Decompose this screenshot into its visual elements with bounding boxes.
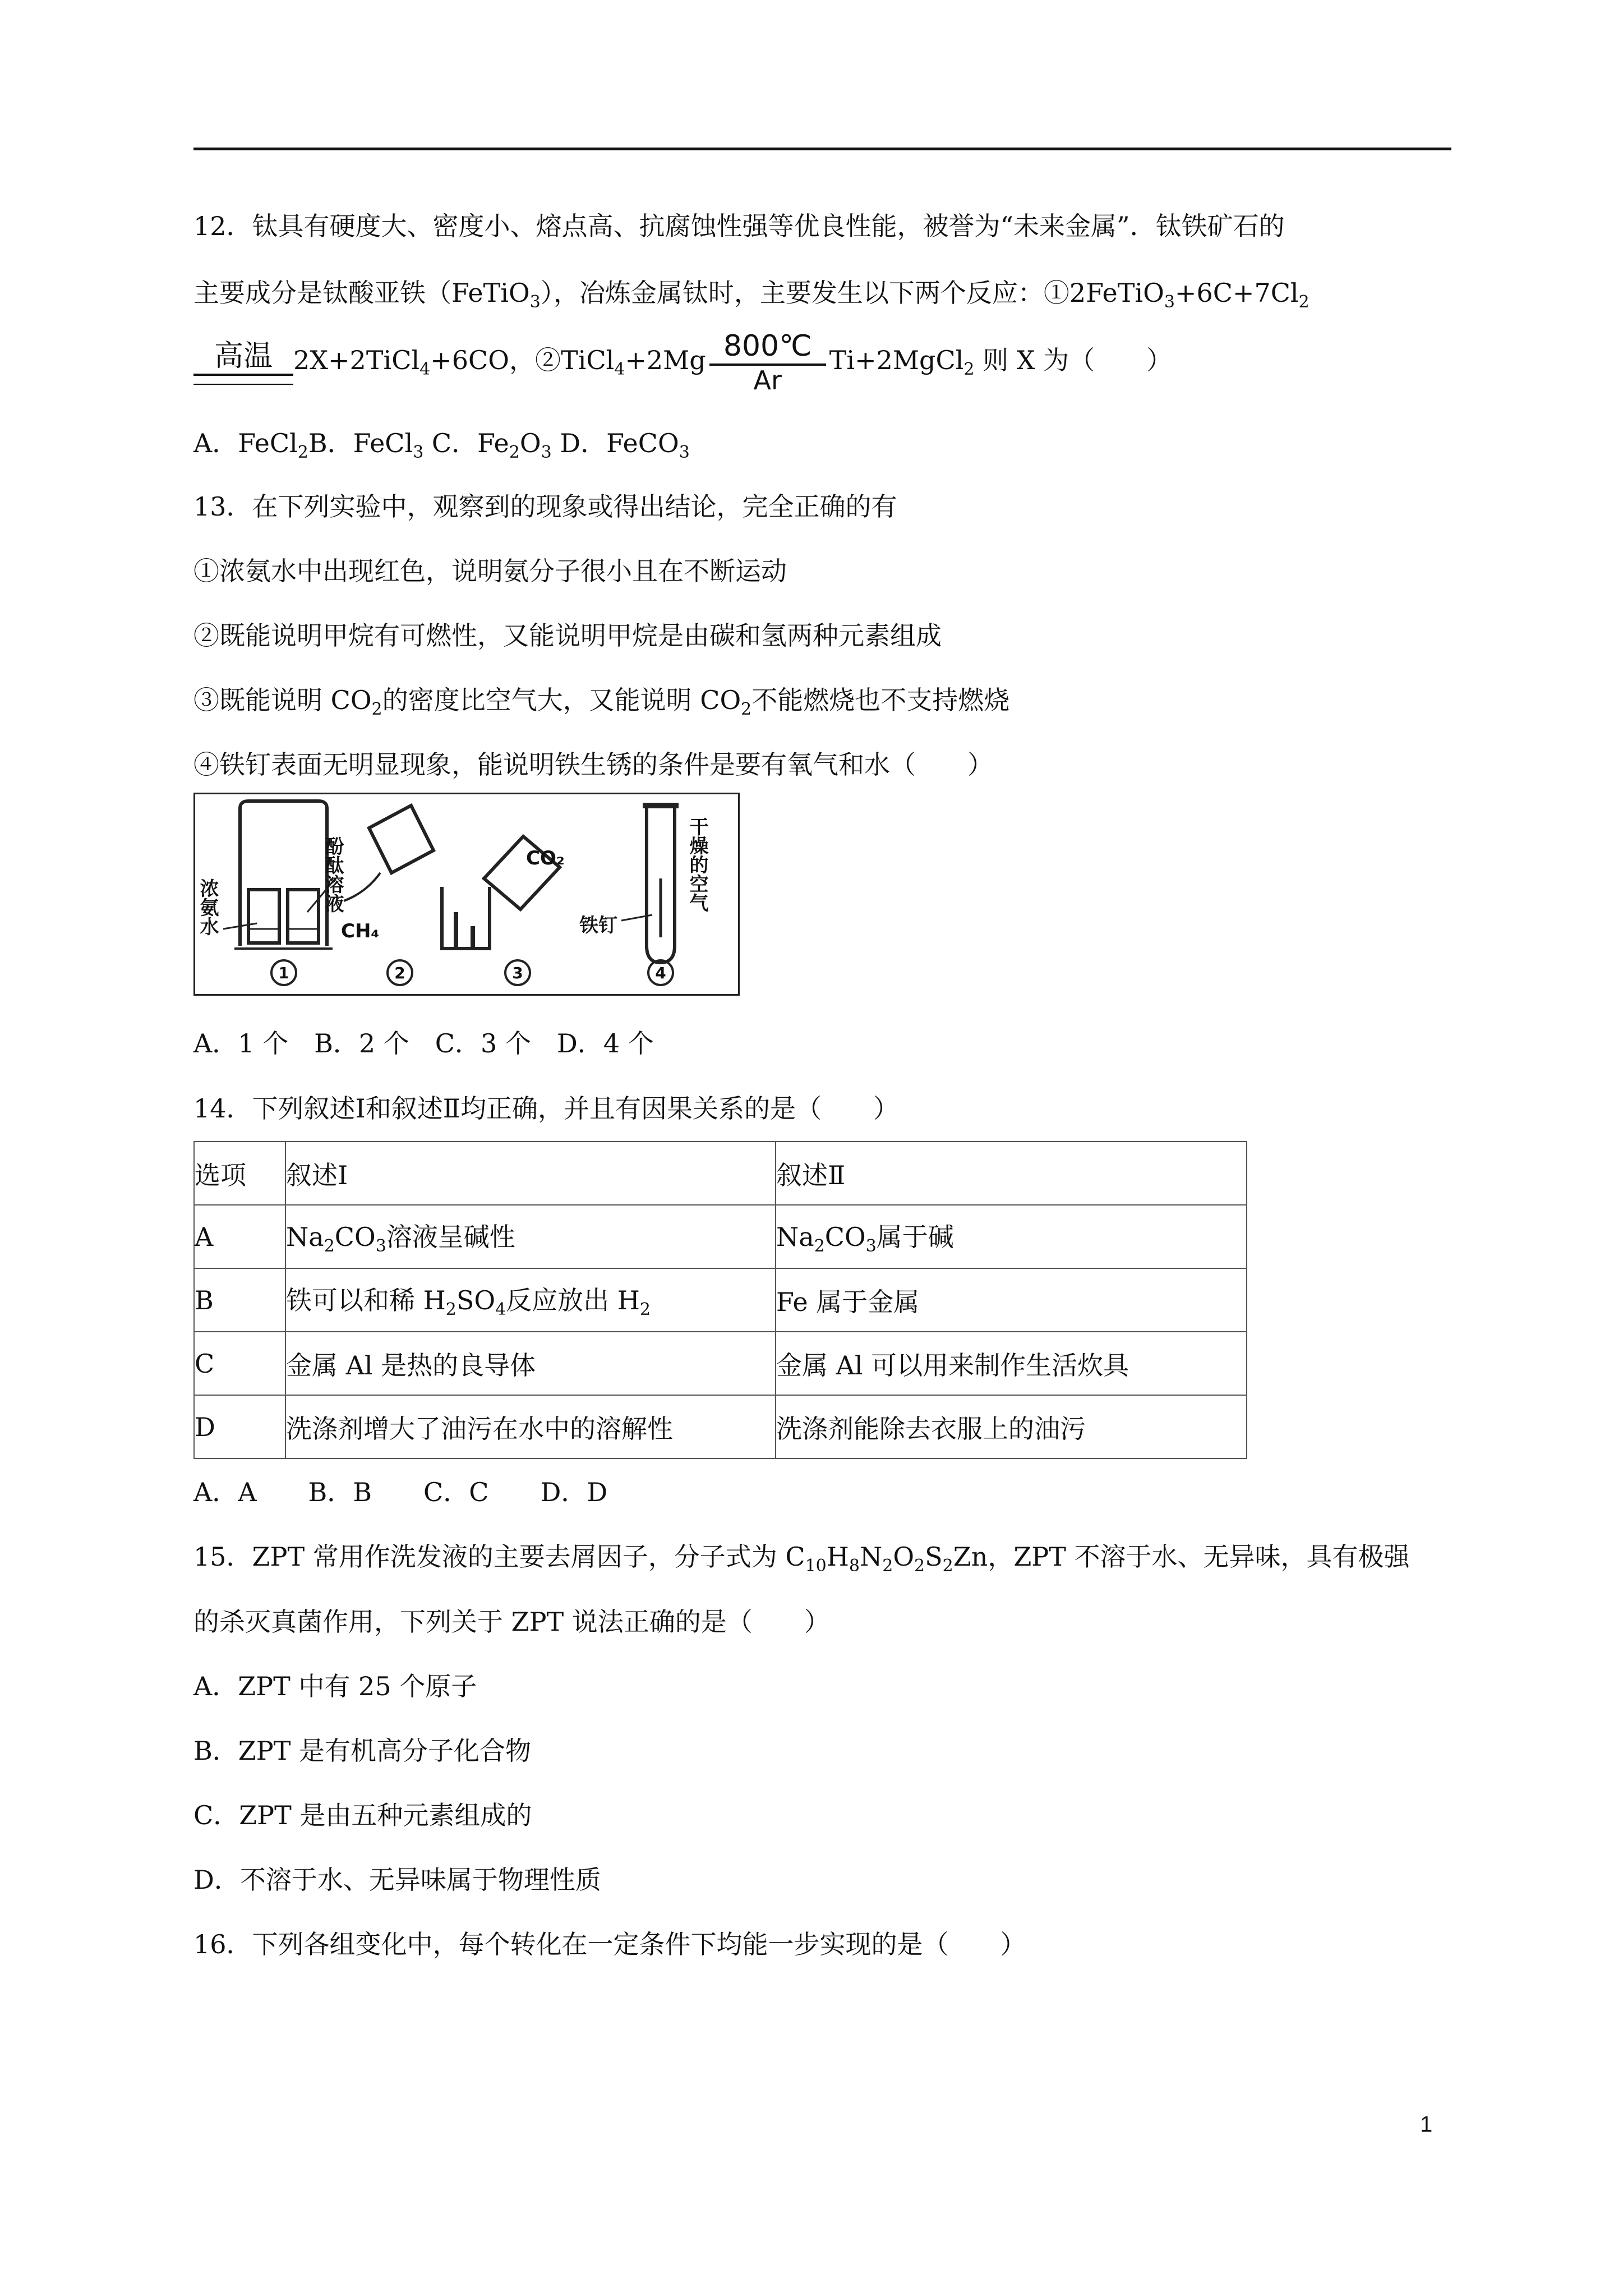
table-cell: 金属 Al 是热的良导体 bbox=[285, 1332, 776, 1395]
q12-options: A．FeCl$_2$B．FeCl$_3$ C．$Fe_2O_3$ D．FeCO$_3$ bbox=[193, 428, 690, 463]
page-number: 1 bbox=[1420, 2112, 1433, 2137]
table-row bbox=[194, 1332, 1247, 1395]
label-nh3-1: 浓氨水 bbox=[196, 878, 219, 936]
q15-option-b: B．ZPT 是有机高分子化合物 bbox=[193, 1736, 532, 1766]
label-phenolphthalein: 酚酞溶液 bbox=[321, 836, 344, 913]
experiment-apparatus-drawing bbox=[195, 794, 738, 994]
label-iron-nail: 铁钉 bbox=[579, 914, 617, 937]
fig-num-1: 1 bbox=[278, 964, 289, 982]
table-cell: $Na_2CO_3$溶液呈碱性 bbox=[285, 1205, 776, 1268]
q13-item3: ③既能说明 $CO_2$的密度比空气大，又能说明 $CO_2$不能燃烧也不支持燃烧 bbox=[193, 685, 1010, 720]
q12-line1: 12．钛具有硬度大、密度小、熔点高、抗腐蚀性强等优良性能，被誉为“未来金属”．钛铁矿石的 bbox=[193, 211, 1285, 241]
table-cell: Fe 属于金属 bbox=[776, 1268, 1247, 1332]
table-cell: 金属 Al 可以用来制作生活炊具 bbox=[776, 1332, 1247, 1395]
q14-options: A．A B．B C．C D．D bbox=[193, 1477, 608, 1507]
table-cell: A bbox=[194, 1205, 285, 1268]
table-cell: C bbox=[194, 1332, 285, 1395]
table-row bbox=[194, 1395, 1247, 1458]
q13-item2: ②既能说明甲烷有可燃性，又能说明甲烷是由碳和氢两种元素组成 bbox=[193, 620, 942, 651]
q15-option-c: C．ZPT 是由五种元素组成的 bbox=[193, 1800, 532, 1830]
q13-item4: ④铁钉表面无明显现象，能说明铁生锈的条件是要有氧气和水（ ） bbox=[193, 749, 993, 780]
table-header-cell: 叙述Ⅰ bbox=[285, 1142, 776, 1205]
q13-stem: 13．在下列实验中，观察到的现象或得出结论，完全正确的有 bbox=[193, 491, 897, 522]
table-row bbox=[194, 1205, 1247, 1268]
fig-num-3: 3 bbox=[512, 964, 523, 982]
q15-line2: 的杀灭真菌作用，下列关于 ZPT 说法正确的是（ ） bbox=[193, 1607, 830, 1637]
q15-option-d: D．不溶于水、无异味属于物理性质 bbox=[193, 1865, 601, 1895]
experiment-figure bbox=[193, 793, 740, 996]
q13-item1: ①浓氨水中出现红色，说明氨分子很小且在不断运动 bbox=[193, 556, 787, 586]
q14-stem: 14．下列叙述Ⅰ和叙述Ⅱ均正确，并且有因果关系的是（ ） bbox=[193, 1093, 899, 1124]
table-header-row bbox=[194, 1142, 1247, 1205]
q15-line1: 15．ZPT 常用作洗发液的主要去屑因子，分子式为 $C_{10}H_8N_2O_2S_2Zn$，ZPT 不溶于水、无异味，具有极强 bbox=[193, 1542, 1410, 1576]
table-cell: $Na_2CO_3$属于碱 bbox=[776, 1205, 1247, 1268]
label-dry-air: 干燥的空气 bbox=[686, 817, 708, 912]
reaction-condition-800c-ar: $\frac{800℃}{Ar}$ bbox=[709, 330, 826, 395]
q12-line2: 主要成分是钛酸亚铁（FeTiO$_3$），冶炼金属钛时，主要发生以下两个反应：$①2FeTiO_3+6C+7Cl_2$ bbox=[193, 278, 1310, 312]
label-ch4: CH₄ bbox=[341, 920, 380, 942]
table-header-cell: 叙述Ⅱ bbox=[776, 1142, 1247, 1205]
table-cell: 洗涤剂能除去衣服上的油污 bbox=[776, 1395, 1247, 1458]
table-cell: B bbox=[194, 1268, 285, 1332]
label-co2: CO₂ bbox=[526, 847, 565, 869]
table-cell: 洗涤剂增大了油污在水中的溶解性 bbox=[285, 1395, 776, 1458]
q12-line3: 高温 2X+2TiCl$_4$+6CO，②TiCl$_4$+2Mg $\frac{800℃}{Ar}$ Ti+2MgCl$_2$ 则 X 为（ ） bbox=[193, 321, 1172, 409]
header-rule bbox=[193, 148, 1451, 150]
fig-num-2: 2 bbox=[394, 964, 405, 982]
fig-num-4: 4 bbox=[655, 964, 666, 982]
table-row bbox=[194, 1268, 1247, 1332]
table-header-cell: 选项 bbox=[194, 1142, 285, 1205]
q13-options: A．1 个 B．2 个 C．3 个 D．4 个 bbox=[193, 1028, 654, 1059]
q15-option-a: A．ZPT 中有 25 个原子 bbox=[193, 1671, 477, 1701]
reaction-condition-high-temp: 高温 bbox=[193, 340, 293, 385]
q16-stem: 16．下列各组变化中，每个转化在一定条件下均能一步实现的是（ ） bbox=[193, 1929, 1026, 1959]
table-cell: 铁可以和稀 $H_2SO_4$反应放出 $H_2$ bbox=[285, 1268, 776, 1332]
table-cell: D bbox=[194, 1395, 285, 1458]
q14-table bbox=[193, 1141, 1247, 1459]
